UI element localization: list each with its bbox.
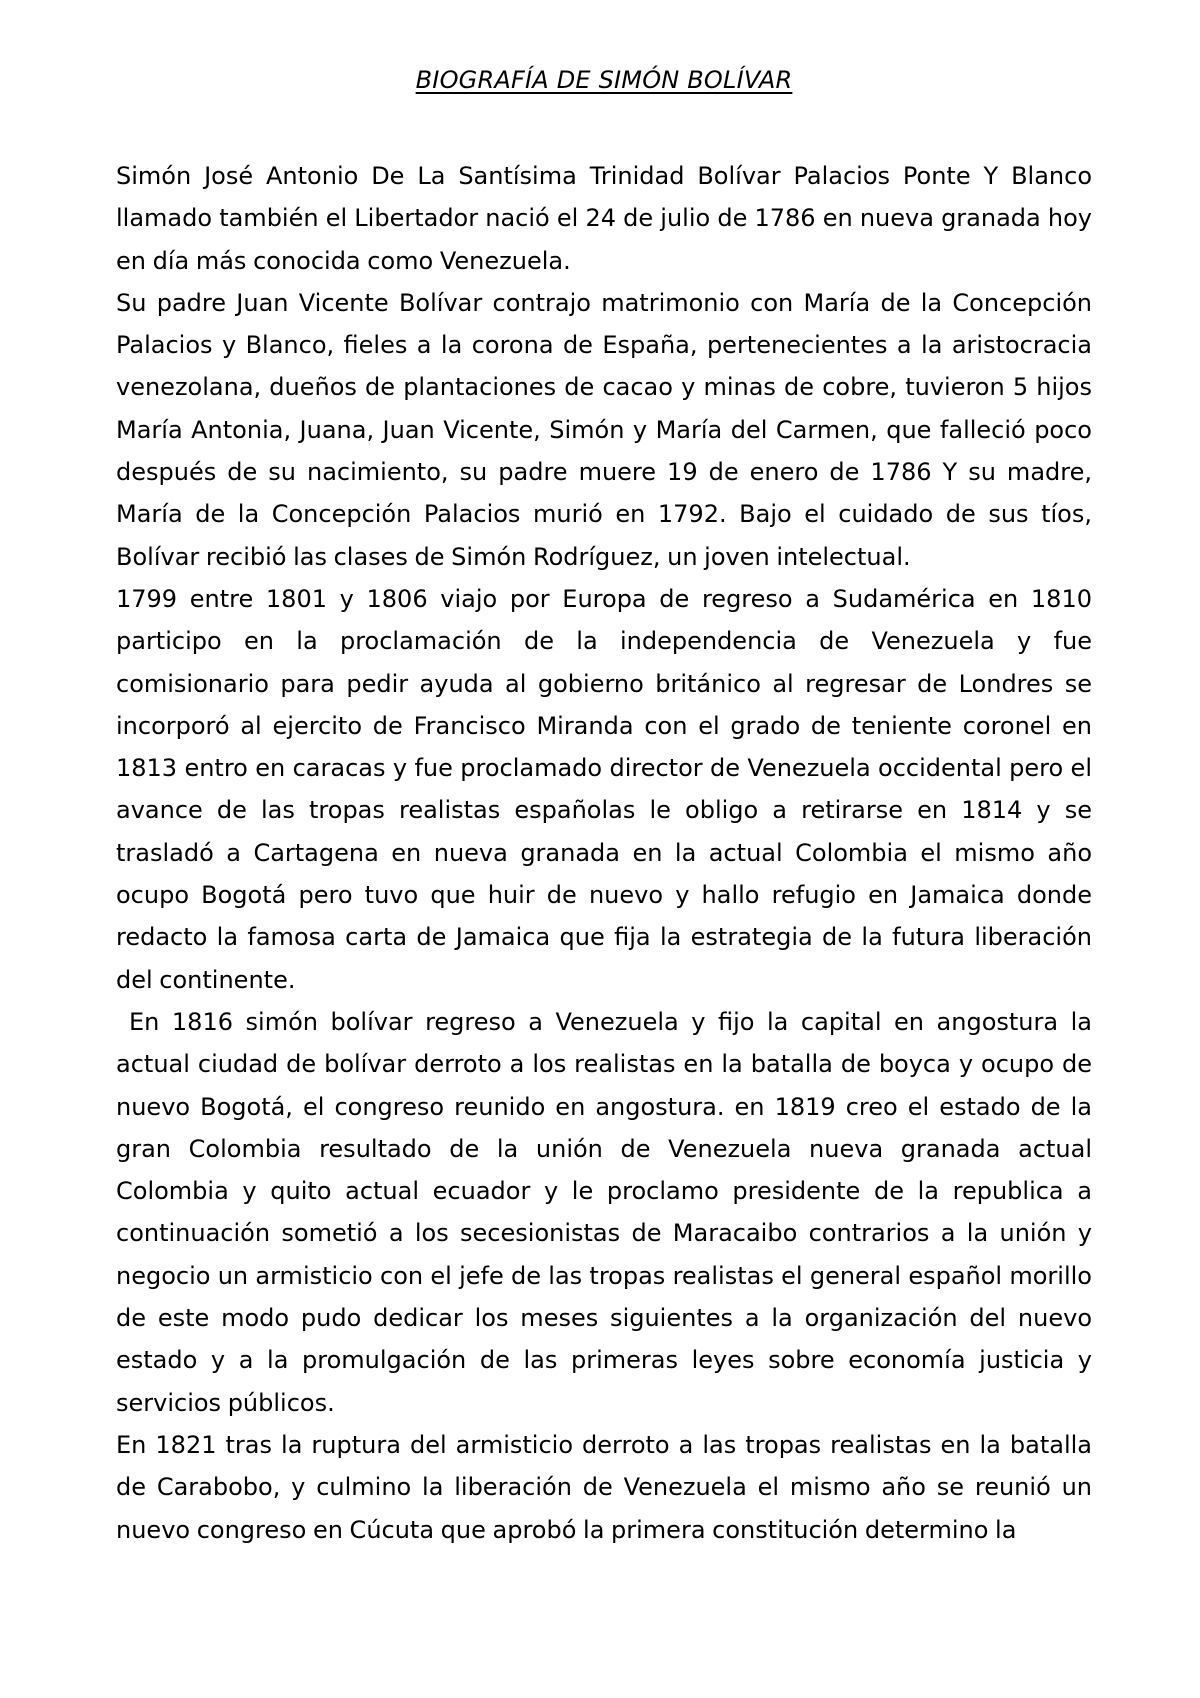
paragraph-family: Su padre Juan Vicente Bolívar contrajo matrimonio con María de la Concepción Palacios y Blanco, fieles a la corona de España, pertenecientes a la aristocracia venezolana, dueños de plantaciones de cacao y minas de cobre, tuvieron 5 hijos María Antonia, Juana, Juan Vicente, Simón y María del Carmen, que falleció poco después de su nacimiento, su padre muere 19 de enero de 1786 Y su madre, María de la Concepción Palacios murió en 1792. Bajo el cuidado de sus tíos, Bolívar recibió las clases de Simón Rodríguez, un joven intelectual.	[116, 288, 1092, 571]
document-body	[116, 155, 1092, 1551]
paragraph-carabobo: En 1821 tras la ruptura del armisticio derroto a las tropas realistas en la batalla de Carabobo, y culmino la liberación de Venezuela el mismo año se reunió un nuevo congreso en Cúcuta que aprobó la primera constitución determino la	[116, 1430, 1092, 1544]
paragraph-early-campaigns: 1799 entre 1801 y 1806 viajo por Europa de regreso a Sudamérica en 1810 participo en la proclamación de la independencia de Venezuela y fue comisionario para pedir ayuda al gobierno británico al regresar de Londres se incorporó al ejercito de Francisco Miranda con el grado de teniente coronel en 1813 entro en caracas y fue proclamado director de Venezuela occidental pero el avance de las tropas realistas españolas le obligo a retirarse en 1814 y se trasladó a Cartagena en nueva granada en la actual Colombia el mismo año ocupo Bogotá pero tuvo que huir de nuevo y hallo refugio en Jamaica donde redacto la famosa carta de Jamaica que fija la estrategia de la futura liberación del continente.	[116, 584, 1092, 994]
document-title: BIOGRAFÍA DE SIMÓN BOLÍVAR	[415, 66, 793, 94]
paragraph-gran-colombia: En 1816 simón bolívar regreso a Venezuela y fijo la capital en angostura la actual ciudad de bolívar derroto a los realistas en la batalla de boyca y ocupo de nuevo Bogotá, el congreso reunido en angostura. en 1819 creo el estado de la gran Colombia resultado de la unión de Venezuela nueva granada actual Colombia y quito actual ecuador y le proclamo presidente de la republica a continuación sometió a los secesionistas de Maracaibo contrarios a la unión y negocio un armisticio con el jefe de las tropas realistas el general español morillo de este modo pudo dedicar los meses siguientes a la organización del nuevo estado y a la promulgación de las primeras leyes sobre economía justicia y servicios públicos.	[116, 1007, 1092, 1417]
paragraph-birth: Simón José Antonio De La Santísima Trinidad Bolívar Palacios Ponte Y Blanco llamado también el Libertador nació el 24 de julio de 1786 en nueva granada hoy en día más conocida como Venezuela.	[116, 162, 1092, 275]
